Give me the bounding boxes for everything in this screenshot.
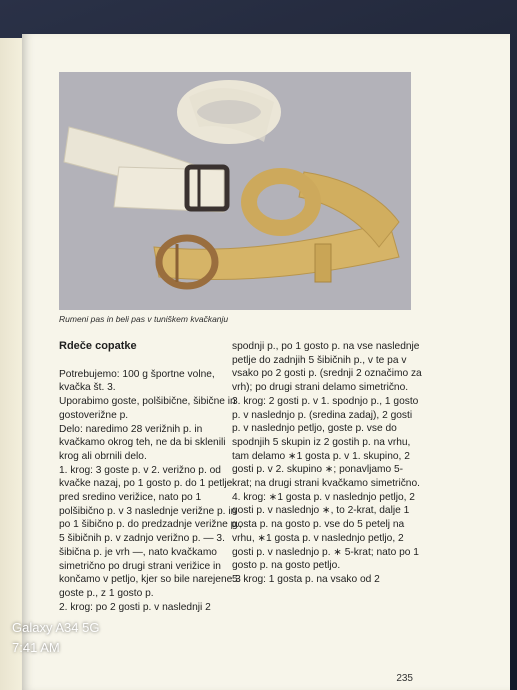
- book-page: [22, 34, 510, 690]
- paragraph: 2. krog: po 2 gosti p. v naslednji 2: [59, 601, 211, 613]
- paragraph: Uporabimo goste, polšibične, šibične in gostoverižne p.: [59, 396, 236, 421]
- paragraph: 5. krog: 1 gosta p. na vsako od 2: [232, 573, 380, 585]
- belts-photo: [59, 72, 411, 310]
- page-number: 235: [396, 673, 413, 684]
- camera-device-watermark: Galaxy A34 5G: [12, 620, 100, 635]
- paragraph: Delo: naredimo 28 verižnih p. in kvačkamo okrog teh, ne da bi sklenili krog ali obrnili delo.: [59, 423, 226, 462]
- paragraph: spodnji p., po 1 gosto p. na vse naslednje petlje do zadnjih 5 šibičnih p., v te pa v vsako po 2 gosti p. (srednji 2 označimo za vrh); po drugi strani delamo simetrično.: [232, 341, 422, 394]
- paragraph: 1. krog: 3 goste p. v 2. verižno p. od kvačke nazaj, po 1 gosto p. do 1 petlje pred sredino verižice, nato po 1 polšibično p. v 3 naslednje verižne p. in po 1 šibično p. do predzadnje verižne p., 5 šibičnih p. v zadnjo verižno p. — 3. šibična p. je vrh —, nato kvačkamo simetrično po drugi strani verižice in končamo v petljo, kjer so bile narejene 3 goste p., z 1 gosto p.: [59, 464, 242, 599]
- belts-illustration: [59, 72, 411, 310]
- camera-time-watermark: 7:41 AM: [12, 640, 60, 655]
- text-column-left: [59, 340, 243, 614]
- text-column-right: [232, 340, 422, 587]
- photo-caption: Rumeni pas in beli pas v tuniškem kvačkanju: [59, 314, 229, 324]
- paragraph: 4. krog: ∗1 gosta p. v naslednjo petljo, 2 gosti p. v naslednjo ∗, to 2-krat, dalje 1 gosta p. na gosto p. vse do 5 petelj na vrhu, ∗1 gosta p. v naslednjo petljo, 2 gosti p. v naslednjo p. ∗ 5-krat; nato po 1 gosto p. na gosto petljo.: [232, 491, 419, 572]
- article-heading: Rdeče copatke: [59, 340, 137, 352]
- paragraph: 3. krog: 2 gosti p. v 1. spodnjo p., 1 gosto p. v naslednjo p. (sredina zadaj), 2 gosti p. v naslednjo petljo, goste p. vse do spodnjih 5 skupin iz 2 gostih p. na vrhu, tam delamo ∗1 gosta p. v 1. skupino, 2 gosti p. v 2. skupino ∗; ponavljamo 5-krat; na drugi strani kvačkamo simetrično.: [232, 395, 420, 490]
- paragraph: Potrebujemo: 100 g športne volne, kvačka št. 3.: [59, 368, 215, 394]
